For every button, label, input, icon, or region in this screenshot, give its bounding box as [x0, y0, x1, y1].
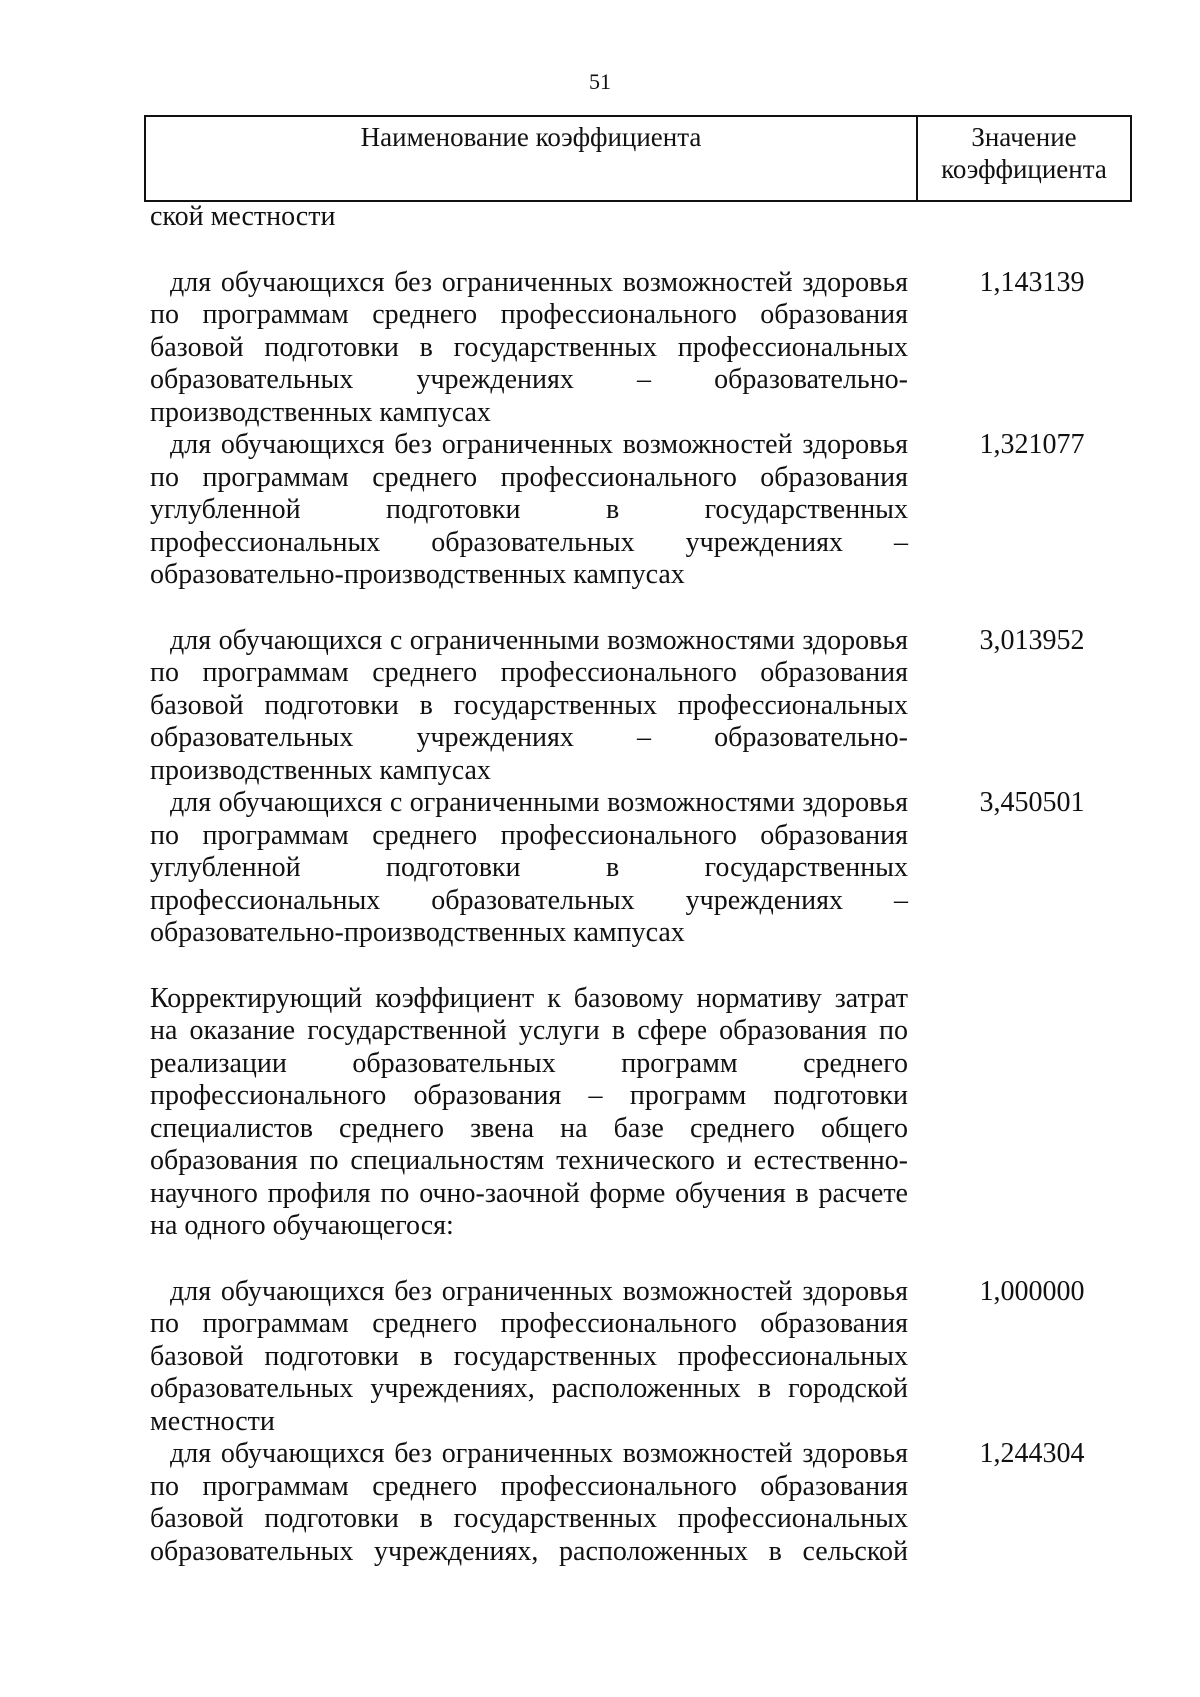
header-value-line2: коэффициента — [941, 154, 1107, 184]
coefficient-value: 1,000000 — [979, 1275, 1085, 1307]
table-row — [150, 787, 1150, 950]
table-row — [150, 267, 1150, 430]
coefficient-description: для обучающихся без ограниченных возможностей здоровья по программам среднего профессионального образования базовой подготовки в государственных профессиональных образовательных учреждениях – образовательно-производственных кампусах — [150, 266, 908, 428]
coefficient-description: для обучающихся без ограниченных возможностей здоровья по программам среднего профессионального образования базовой подготовки в государственных профессиональных образовательных учреждениях, расположенных в сельской — [150, 1438, 908, 1567]
coefficient-value: 1,244304 — [979, 1438, 1085, 1469]
coefficient-value: 3,450501 — [979, 787, 1085, 818]
coefficient-value: 3,013952 — [979, 624, 1085, 656]
table-row — [150, 1438, 1150, 1568]
coefficient-value: 1,143139 — [979, 266, 1085, 298]
coefficient-description: для обучающихся с ограниченными возможностями здоровья по программам среднего профессионального образования углубленной подготовки в государственных профессиональных образовательных учреждениях – образовательно-производственных кампусах — [150, 787, 908, 948]
section-row — [150, 983, 1150, 1243]
table-row — [150, 429, 1150, 592]
continuation-text: ской местности — [150, 201, 336, 232]
coefficient-value: 1,321077 — [979, 429, 1085, 460]
table-body — [150, 201, 1150, 1568]
table-row — [150, 1276, 1150, 1439]
page-number: 51 — [589, 69, 611, 94]
table-row — [150, 201, 1150, 234]
header-coefficient-name: Наименование коэффициента — [146, 117, 918, 200]
section-title: Корректирующий коэффициент к базовому нормативу затрат на оказание государственной услуги в сфере образования по реализации образовательных программ среднего профессионального образования – программ подготовки специалистов среднего звена на базе среднего общего образования по специальностям технического и естественно-научного профиля по очно-заочной форме обучения в расчете на одного обучающегося: — [150, 982, 908, 1241]
coefficient-description: для обучающихся без ограниченных возможностей здоровья по программам среднего профессионального образования углубленной подготовки в государственных профессиональных образовательных учреждениях – образовательно-производственных кампусах — [150, 429, 908, 590]
table-row — [150, 625, 1150, 788]
coefficient-description: для обучающихся без ограниченных возможностей здоровья по программам среднего профессионального образования базовой подготовки в государственных профессиональных образовательных учреждениях, расположенных в городской местности — [150, 1275, 908, 1437]
coefficient-description: для обучающихся с ограниченными возможностями здоровья по программам среднего профессионального образования базовой подготовки в государственных профессиональных образовательных учреждениях – образовательно-производственных кампусах — [150, 624, 908, 786]
header-coefficient-value — [918, 117, 1130, 200]
table-header — [144, 115, 1132, 202]
header-value-line1: Значение — [971, 122, 1077, 152]
